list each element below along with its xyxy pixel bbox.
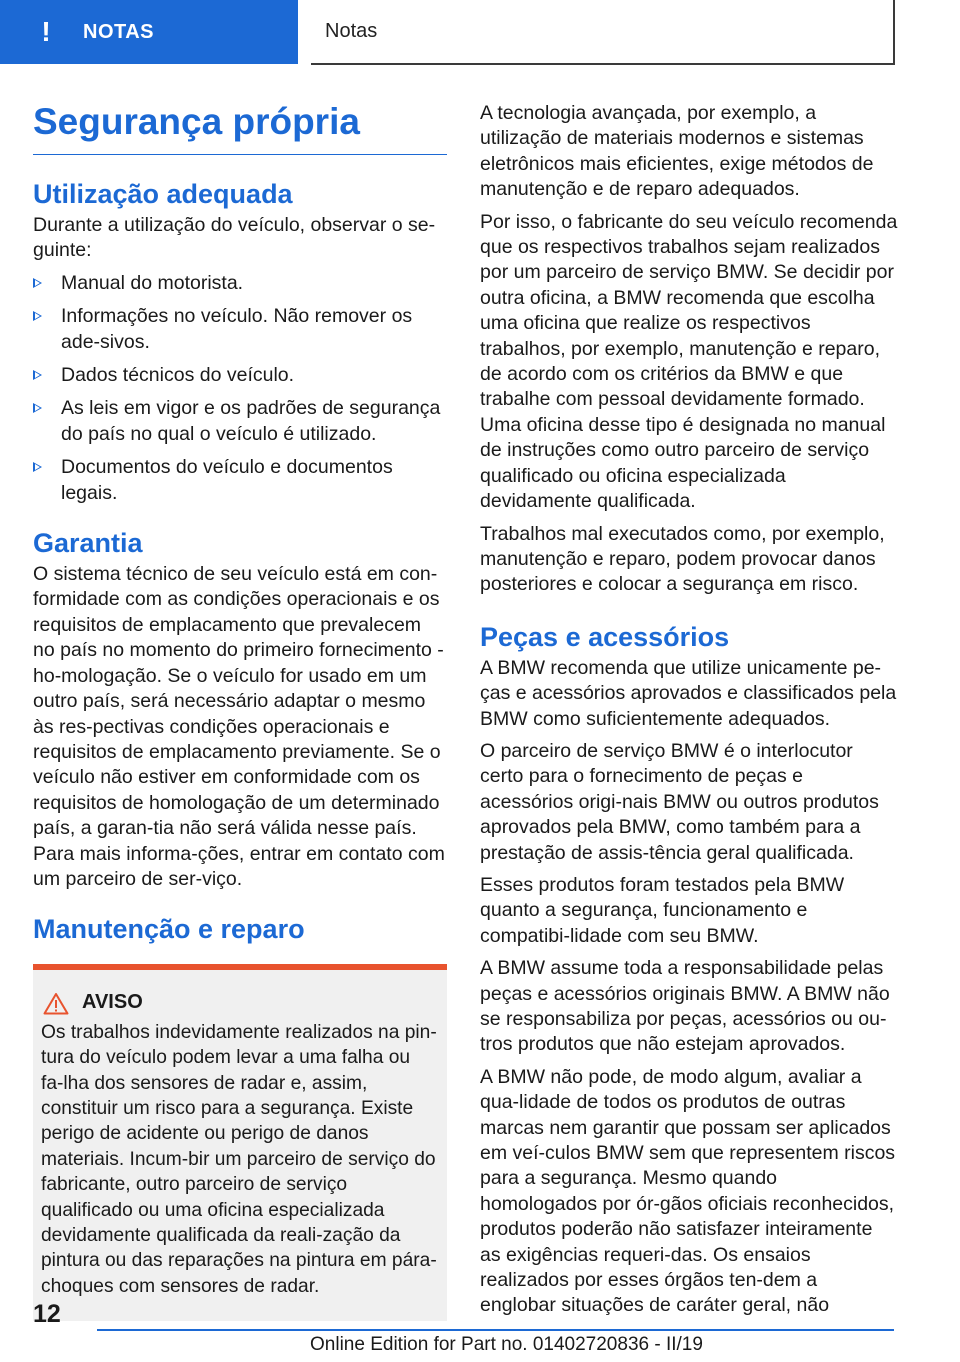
warning-header bbox=[41, 990, 437, 1015]
warning-triangle-icon bbox=[43, 992, 69, 1015]
triangle-bullet-icon bbox=[33, 370, 42, 380]
triangle-bullet-icon bbox=[33, 311, 42, 321]
section-tab bbox=[0, 0, 298, 64]
heading-proper-use: Utilização adequada bbox=[33, 179, 293, 209]
right-column bbox=[480, 101, 898, 1326]
triangle-bullet-icon bbox=[33, 278, 42, 288]
proper-use-list bbox=[33, 271, 447, 506]
parts-paragraph-2: O parceiro de serviço BMW é o interlocutor certo para o fornecimento de peças e acessórios origi-nais BMW ou outros produtos aprovados pela BMW, como também para a prestação de assis-tência geral qualificada. bbox=[480, 739, 879, 864]
heading-warranty: Garantia bbox=[33, 528, 143, 559]
warning-label: AVISO bbox=[82, 991, 143, 1014]
list-item: Manual do motorista. bbox=[33, 271, 447, 296]
parts-paragraph-1: A BMW recomenda que utilize unicamente pe-ças e acessórios aprovados e classificados pela BMW como suficientemente adequados. bbox=[480, 656, 897, 730]
footer-edition: Online Edition for Part no. 01402720836 - II/19 bbox=[310, 1334, 703, 1355]
left-column bbox=[33, 100, 447, 1321]
warning-text: Os trabalhos indevidamente realizados na pin-tura do veículo podem levar a uma falha ou fa-lha dos sensores de radar e, assim, constituir um risco para a segurança. Existe perigo de acidente ou perigo de danos materiais. Incum-bir um parceiro de serviço do fabricante, outro parceiro de serviço qualificado ou uma oficina especializada devidamente qualificada da reali-zação da pintura ou das reparações na pintura em pára-choques com sensores de radar. bbox=[41, 1021, 437, 1297]
chapter-name: Notas bbox=[325, 20, 378, 42]
parts-paragraph-5: A BMW não pode, de modo algum, avaliar a qua-lidade de todos os produtos de outras marcas nem garantir que possam ser aplicados em veí-culos BMW sem que representem riscos para a segurança. Mesmo quando homologados por ór-gãos oficiais reconhecidos, produtos poderão não satisfazer inteiramente as exigências requeri-das. Os ensaios realizados por esses órgãos ten-dem a englobar situações de caráter geral, não bbox=[480, 1065, 896, 1317]
section-name: NOTAS bbox=[83, 20, 155, 43]
maintenance-paragraph-3: Trabalhos mal executados como, por exemplo, manutenção e reparo, podem provocar danos posteriores e colocar a segurança em risco. bbox=[480, 522, 885, 596]
proper-use-intro: Durante a utilização do veículo, observar o se-guinte: bbox=[33, 214, 436, 262]
list-item: Documentos do veículo e documentos legais. bbox=[33, 455, 447, 506]
warranty-body: O sistema técnico de seu veículo está em con-formidade com as condições operacionais e os requisitos de emplacamento que prevalecem no país no momento do primeiro fornecimento - ho-mologação. Se o veículo for usado em um outro país, será necessário adaptar o mesmo às res-pectivas condições operacionais e requisitos de emplacamento previamente. Se o veículo não estiver em conformidade com os requisitos de homologação de um determinado país, a garan-tia não será válida nesse país. Para mais informa-ções, entrar em contato com um parceiro de ser-viço. bbox=[33, 563, 445, 890]
list-item: As leis em vigor e os padrões de segurança do país no qual o veículo é utilizado. bbox=[33, 396, 447, 447]
maintenance-paragraph-1: A tecnologia avançada, por exemplo, a utilização de materiais modernos e sistemas eletrônicos mais eficientes, exige métodos de manutenção e de reparo adequados. bbox=[480, 102, 874, 201]
list-item: Dados técnicos do veículo. bbox=[33, 363, 447, 388]
maintenance-paragraph-2: Por isso, o fabricante do seu veículo recomenda que os respectivos trabalhos sejam realizados por um parceiro de serviço BMW. Se decidir por outra oficina, a BMW recomenda que escolha uma oficina que realize os respectivos trabalhos, por exemplo, manutenção e reparo, de acordo com os critérios da BMW e que trabalhe com pessoal devidamente formado. Uma oficina desse tipo é designada no manual de instruções como outro parceiro de serviço qualificado ou oficina especializada devidamente qualificada. bbox=[480, 210, 898, 513]
triangle-bullet-icon bbox=[33, 403, 42, 413]
parts-paragraph-3: Esses produtos foram testados pela BMW quanto a segurança, funcionamento e compatibi-lidade com seu BMW. bbox=[480, 873, 845, 947]
page-number: 12 bbox=[33, 1300, 61, 1328]
triangle-bullet-icon bbox=[33, 462, 42, 472]
chapter-header bbox=[311, 0, 895, 65]
warning-box bbox=[33, 964, 447, 1321]
heading-parts: Peças e acessórios bbox=[480, 621, 730, 652]
heading-maintenance: Manutenção e reparo bbox=[33, 914, 305, 945]
list-item: Informações no veículo. Não remover os ade-sivos. bbox=[33, 304, 447, 355]
parts-paragraph-4: A BMW assume toda a responsabilidade pelas peças e acessórios originais BMW. A BMW não se responsabiliza por peças, acessórios ou ou-tros produtos que não estejam aprovados. bbox=[480, 957, 890, 1056]
page-title: Segurança própria bbox=[33, 100, 447, 155]
footer-divider bbox=[97, 1329, 894, 1331]
exclamation-icon: ! bbox=[41, 16, 51, 47]
